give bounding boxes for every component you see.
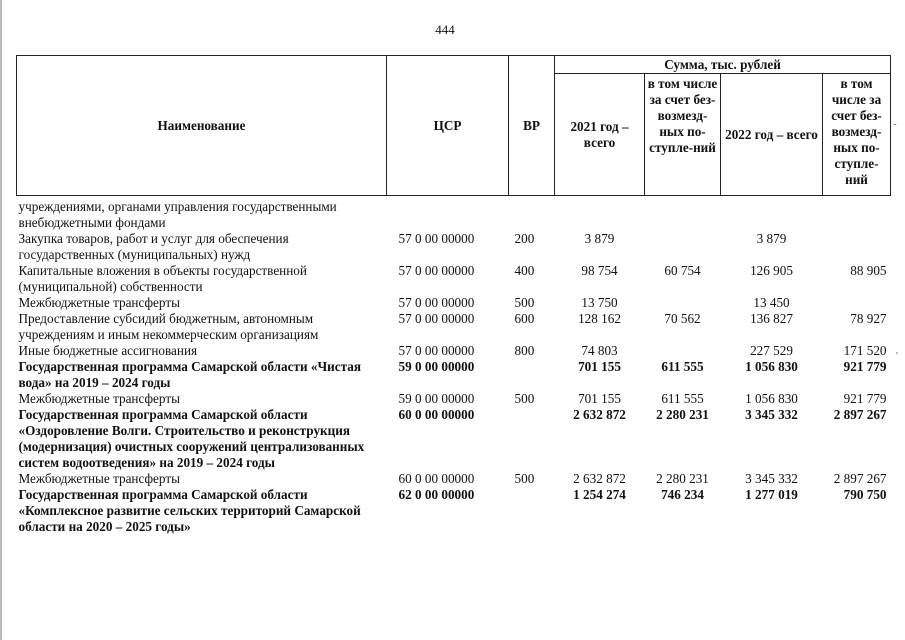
row-free-2021: 611 555 <box>661 391 704 406</box>
row-csr: 57 0 00 00000 <box>398 263 475 278</box>
row-free-2021 <box>645 343 721 359</box>
row-vr: 600 <box>514 311 535 326</box>
row-free-2022: 2 897 267 <box>833 471 887 486</box>
table-row <box>17 359 891 391</box>
header-2021-total: 2021 год – всего <box>555 74 645 196</box>
row-free-2022 <box>823 196 891 232</box>
row-free-2021: 2 280 231 <box>656 471 709 486</box>
row-vr <box>509 196 555 232</box>
row-vr <box>509 487 555 535</box>
row-free-2022: 2 897 267 <box>833 407 887 422</box>
header-csr: ЦСР <box>387 56 509 196</box>
row-name: Иные бюджетные ассигнования <box>18 343 198 358</box>
row-sum-2021: 3 879 <box>584 231 615 246</box>
row-csr <box>387 196 509 232</box>
margin-mark: - <box>893 118 897 130</box>
row-sum-2022: 1 277 019 <box>745 487 798 502</box>
table-row <box>17 311 891 343</box>
header-sum-group: Сумма, тыс. рублей <box>555 56 891 74</box>
row-free-2021 <box>645 196 721 232</box>
page-number: 444 <box>435 22 455 37</box>
row-free-2022: 921 779 <box>843 391 887 406</box>
row-csr: 59 0 00 00000 <box>398 359 475 374</box>
row-free-2021: 60 754 <box>664 263 701 278</box>
row-vr: 500 <box>514 391 535 406</box>
row-free-2021 <box>645 231 721 263</box>
row-name: Закупка товаров, работ и услуг для обеспечения государственных (муниципальных) нужд <box>18 231 289 262</box>
row-csr: 57 0 00 00000 <box>398 311 475 326</box>
row-free-2021: 70 562 <box>664 311 701 326</box>
row-free-2022: 78 927 <box>850 311 887 326</box>
row-csr: 57 0 00 00000 <box>398 343 475 358</box>
row-sum-2022: 227 529 <box>750 343 793 358</box>
row-name: Межбюджетные трансферты <box>18 295 180 310</box>
row-name: Предоставление субсидий бюджетным, автономным учреждениям и иным некоммерческим организациям <box>18 311 319 342</box>
header-2022-total: 2022 год – всего <box>721 74 823 196</box>
row-free-2022: 921 779 <box>843 359 887 374</box>
row-name: Государственная программа Самарской области «Чистая вода» на 2019 – 2024 годы <box>18 359 361 390</box>
row-name: учреждениями, органами управления государственными внебюджетными фондами <box>18 199 337 230</box>
header-name: Наименование <box>17 56 387 196</box>
row-name: Государственная программа Самарской области «Комплексное развитие сельских территорий Самарской области на 2020 – 2025 годы» <box>18 487 361 534</box>
table-row <box>17 471 891 487</box>
row-csr: 60 0 00 00000 <box>398 407 475 422</box>
row-sum-2022: 136 827 <box>750 311 793 326</box>
table-row <box>17 343 891 359</box>
row-free-2021: 2 280 231 <box>656 407 709 422</box>
row-sum-2021: 1 254 274 <box>573 487 626 502</box>
row-free-2021: 746 234 <box>661 487 704 502</box>
scan-edge <box>0 0 2 640</box>
row-sum-2022: 3 345 332 <box>745 471 798 486</box>
row-sum-2022: 1 056 830 <box>745 391 798 406</box>
table-row <box>17 295 891 311</box>
table-row <box>17 407 891 471</box>
row-free-2022 <box>823 295 891 311</box>
table-row <box>17 231 891 263</box>
row-vr: 500 <box>514 295 535 310</box>
row-vr: 200 <box>514 231 535 246</box>
row-sum-2021: 13 750 <box>581 295 618 310</box>
row-sum-2021: 128 162 <box>578 311 621 326</box>
row-free-2021 <box>645 295 721 311</box>
margin-mark: ' <box>896 350 898 362</box>
row-sum-2021: 74 803 <box>581 343 618 358</box>
row-csr: 62 0 00 00000 <box>398 487 475 502</box>
row-sum-2022: 126 905 <box>750 263 793 278</box>
row-name: Государственная программа Самарской области «Оздоровление Волги. Строительство и реконструкция (модернизация) очистных сооружений централизованных систем водоотведения» на 2019 – 2024 годы <box>18 407 365 470</box>
header-2022-free: в том числе за счет без-возмезд-ных по-ступле-ний <box>823 74 891 196</box>
row-free-2022: 790 750 <box>843 487 887 502</box>
row-name: Межбюджетные трансферты <box>18 471 180 486</box>
row-free-2021: 611 555 <box>661 359 704 374</box>
table-body <box>17 196 891 536</box>
row-csr: 57 0 00 00000 <box>398 231 475 246</box>
table-row <box>17 196 891 232</box>
row-vr: 500 <box>514 471 535 486</box>
row-sum-2022 <box>721 196 823 232</box>
row-vr <box>509 359 555 391</box>
row-csr: 60 0 00 00000 <box>398 471 475 486</box>
row-free-2022: 171 520 <box>843 343 887 358</box>
row-sum-2021: 701 155 <box>578 391 621 406</box>
header-2021-free: в том числе за счет без-возмезд-ных по-ступле-ний <box>645 74 721 196</box>
row-sum-2021: 2 632 872 <box>573 471 626 486</box>
row-csr: 57 0 00 00000 <box>398 295 475 310</box>
row-free-2022 <box>823 231 891 263</box>
row-free-2022: 88 905 <box>850 263 887 278</box>
row-sum-2021: 2 632 872 <box>573 407 626 422</box>
row-sum-2022: 3 879 <box>756 231 787 246</box>
row-sum-2022: 3 345 332 <box>745 407 798 422</box>
row-sum-2021: 701 155 <box>578 359 621 374</box>
row-vr: 800 <box>514 343 535 358</box>
budget-table <box>16 55 891 535</box>
header-vr: ВР <box>509 56 555 196</box>
table-row <box>17 487 891 535</box>
table-row <box>17 391 891 407</box>
row-sum-2022: 13 450 <box>753 295 790 310</box>
table-header <box>17 56 891 196</box>
row-name: Межбюджетные трансферты <box>18 391 180 406</box>
row-vr <box>509 407 555 471</box>
table-row <box>17 263 891 295</box>
row-vr: 400 <box>514 263 535 278</box>
row-sum-2022: 1 056 830 <box>745 359 798 374</box>
row-sum-2021 <box>555 196 645 232</box>
row-sum-2021: 98 754 <box>581 263 618 278</box>
row-name: Капитальные вложения в объекты государственной (муниципальной) собственности <box>18 263 307 294</box>
row-csr: 59 0 00 00000 <box>398 391 475 406</box>
